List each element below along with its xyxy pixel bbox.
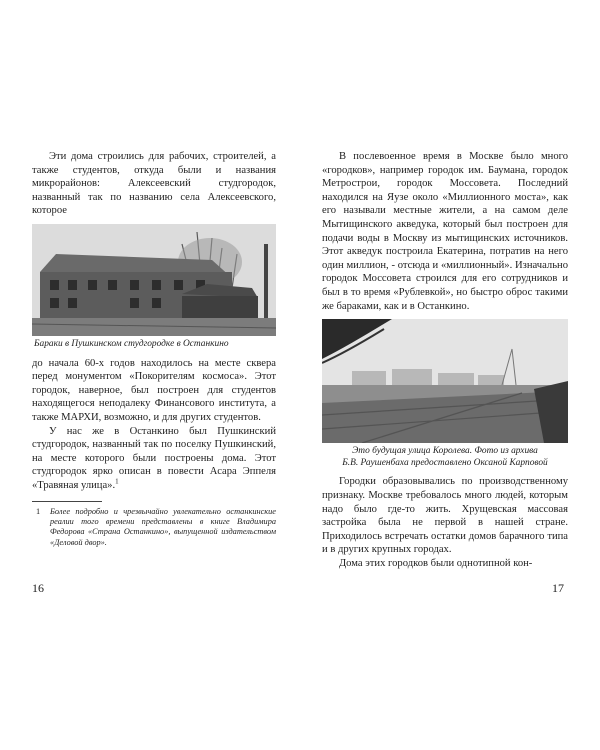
barracks-photo-image (32, 224, 276, 336)
barracks-photo-caption: Бараки в Пушкинском студгородке в Останкино (34, 338, 229, 349)
street-photo-caption-line-1: Это будущая улица Королева. Фото из архива (352, 446, 538, 457)
right-paragraph-1: В послевоенное время в Москве было много «городков», например городок им. Баумана, городок Метрострои, городок Моссовета. Последний находился на Яузе около «Миллионного моста», как его называли местные жители, а на самом деле Мытищинского акведука, который был построен для подачи воды в Москву из мытищинских источников. Этот акведук построила Екатерина, потратив на него один миллион, - отсюда и «миллионный». Изначально городок Моссовета строился для его сотрудников и был в то время «Рублевкой», но быстро оброс такими же бараками, как и в Останкино. (322, 151, 568, 312)
barracks-photo (32, 224, 276, 336)
left-paragraph-3-text: У нас же в Останкино был Пушкинский студгородок, названный так по поселку Пушкинский, на месте которого были построены дома. Этот студгородок ярко описан в повести Асара Эппеля «Травяная улица». (32, 425, 276, 491)
right-page (322, 150, 568, 610)
footnote-reference: 1 (115, 477, 119, 486)
street-photo-image (322, 319, 568, 443)
right-paragraph-3: Дома этих городков были однотипной кон- (338, 557, 533, 569)
street-photo-caption-line-2: Б.В. Раушенбаха предоставлено Оксаной Карповой (342, 457, 548, 468)
footnote-divider (32, 501, 102, 502)
page-number-right: 17 (552, 581, 564, 595)
footnote (32, 507, 276, 549)
page-number-left: 16 (32, 581, 44, 595)
street-photo-caption (322, 446, 568, 469)
left-paragraph-3 (32, 425, 276, 493)
footnote-text: Более подробно и чрезвычайно увлекательно останкинские реалии того времени представлены в книге Владимира Федорова «Страна Останкино», выпущенной издательством «Деловой двор». (50, 506, 276, 547)
left-paragraph-1: Эти дома строились для рабочих, строителей, а также студентов, откуда были и названия микрорайонов: Алексеевский студгородок, названный так по названию села Алексеевского, которое (32, 151, 276, 217)
footnote-mark: 1 (36, 506, 41, 516)
left-page (32, 150, 276, 610)
right-paragraph-2: Городки образовывались по производственному признаку. Москве требовалось много людей, которым надо было где-то жить. Хрущевская массовая застройка была не первой в нашей стране. Приходилось встречать остатки домов барачного типа и в других крупных городах. (322, 476, 568, 556)
street-photo (322, 319, 568, 443)
left-paragraph-2: до начала 60-х годов находилось на месте сквера перед монументом «Покорителям космоса». Этот городок, наверное, был построен для студентов находящегося неподалеку Финансового института, а также МАРХИ, возможно, и для других студентов. (32, 357, 276, 423)
